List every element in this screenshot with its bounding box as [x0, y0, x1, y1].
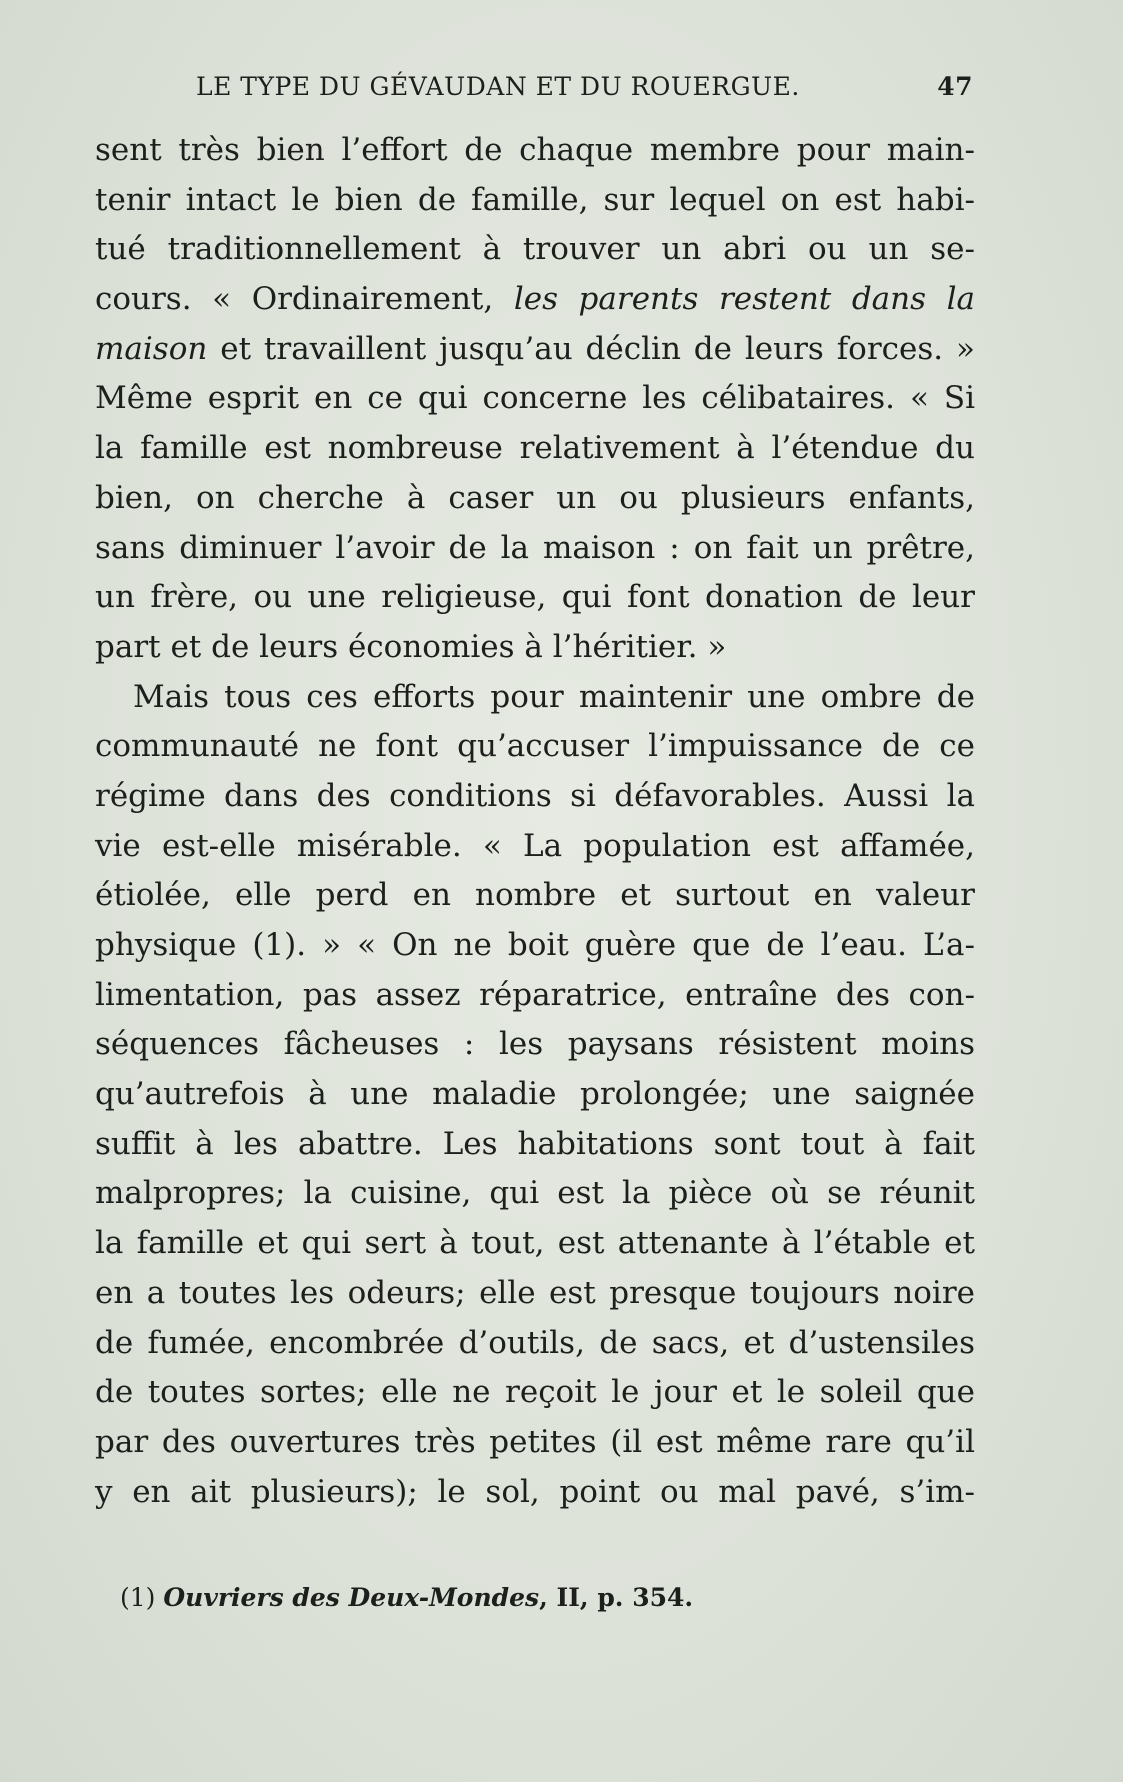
- text-line: physique (1). » « On ne boit guère que de l’eau. L’a-: [95, 927, 975, 963]
- text-line: de toutes sortes; elle ne reçoit le jour et le soleil que: [95, 1374, 975, 1411]
- text-line: un frère, ou une religieuse, qui font donation de leur: [95, 579, 975, 616]
- text-line: régime dans des conditions si défavorables. Aussi la: [95, 777, 975, 814]
- text-line: [95, 275, 975, 325]
- text-line: vie est-elle misérable. « La population est affamée,: [95, 827, 975, 864]
- text-line: la famille et qui sert à tout, est attenante à l’étable et: [95, 1225, 975, 1262]
- footnote-marker: (1): [120, 1583, 164, 1612]
- page-number: 47: [937, 72, 973, 101]
- text-line: par des ouvertures très petites (il est même rare qu’il: [95, 1423, 975, 1460]
- running-title: LE TYPE DU GÉVAUDAN ET DU ROUERGUE.: [196, 72, 800, 101]
- text-segment: et travaillent jusqu’au déclin de leurs forces. »: [207, 330, 975, 367]
- text-line: [95, 325, 975, 375]
- text-line: suffit à les abattre. Les habitations sont tout à fait: [95, 1125, 975, 1162]
- text-line: malpropres; la cuisine, qui est la pièce où se réunit: [95, 1175, 975, 1212]
- italic-word: maison: [95, 330, 208, 367]
- text-line: Mais tous ces efforts pour maintenir une ombre de: [133, 678, 975, 715]
- text-line: communauté ne font qu’accuser l’impuissance de ce: [95, 728, 975, 765]
- text-line: étiolée, elle perd en nombre et surtout en valeur: [95, 877, 975, 914]
- text-line: sent très bien l’effort de chaque membre pour main-: [95, 132, 975, 168]
- text-line: qu’autrefois à une maladie prolongée; une saignée: [95, 1076, 975, 1113]
- text-segment: cours. « Ordinairement,: [95, 281, 514, 318]
- text-line: bien, on cherche à caser un ou plusieurs enfants,: [95, 479, 975, 516]
- footnote-reference: , II, p. 354.: [539, 1583, 694, 1612]
- text-line: part et de leurs économies à l’héritier. »: [95, 628, 727, 665]
- text-line: sans diminuer l’avoir de la maison : on fait un prêtre,: [95, 529, 975, 566]
- text-line: en a toutes les odeurs; elle est presque toujours noire: [95, 1274, 975, 1311]
- page-header: [196, 66, 973, 106]
- text-line: la famille est nombreuse relativement à l’étendue du: [95, 430, 975, 467]
- text-line: de fumée, encombrée d’outils, de sacs, et d’ustensiles: [95, 1324, 975, 1361]
- text-line: limentation, pas assez réparatrice, entraîne des con-: [95, 976, 975, 1013]
- text-line: y en ait plusieurs); le sol, point ou mal pavé, s’im-: [95, 1473, 975, 1510]
- body-text: [95, 126, 975, 1517]
- text-line: Même esprit en ce qui concerne les célibataires. « Si: [95, 380, 975, 417]
- text-line: séquences fâcheuses : les paysans résistent moins: [95, 1026, 975, 1063]
- text-line: tué traditionnellement à trouver un abri ou un se-: [95, 231, 975, 268]
- footnote-title: Ouvriers des Deux-Mondes: [163, 1583, 540, 1612]
- italic-quote: les parents restent dans la: [513, 281, 975, 318]
- text-line: tenir intact le bien de famille, sur lequel on est habi-: [95, 181, 975, 218]
- footnote: [120, 1583, 693, 1612]
